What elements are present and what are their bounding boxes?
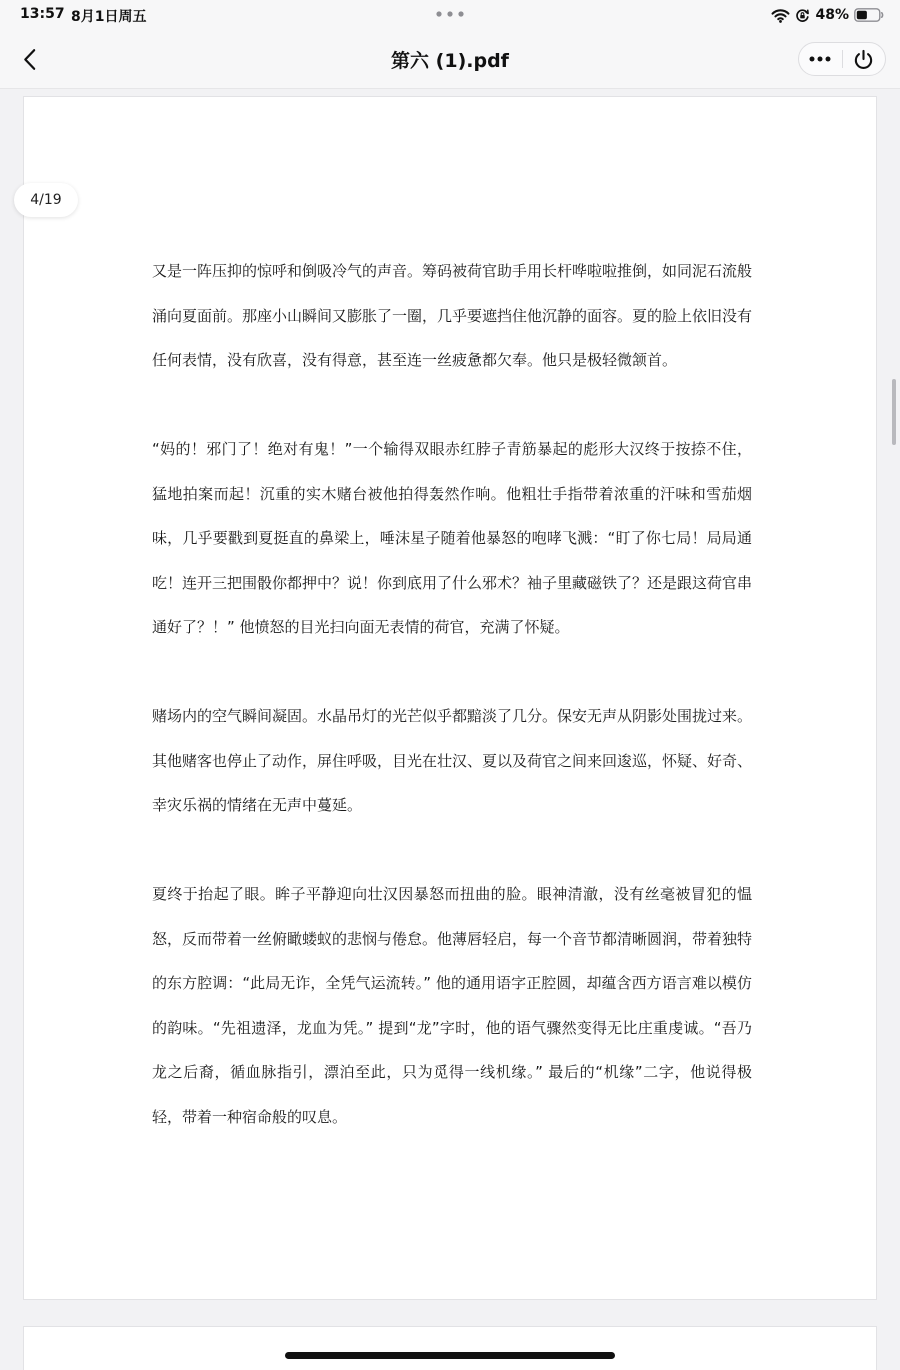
pdf-page [24,97,876,1299]
mini-program-capsule [798,42,886,76]
battery-percent: 48% [815,7,849,23]
status-bar [0,0,900,30]
rotation-lock-icon [795,8,810,23]
status-time: 13:57 [20,6,65,22]
close-button[interactable] [842,43,885,75]
pdf-viewer[interactable] [0,89,900,1370]
page-indicator: 4/19 [14,183,78,217]
paragraph-1: 又是一阵压抑的惊呼和倒吸冷气的声音。筹码被荷官助手用长杆哗啦啦推倒，如同泥石流般涌向夏面前。那座小山瞬间又膨胀了一圈，几乎要遮挡住他沉静的面容。夏的脸上依旧没有任何表情，没有欣喜，没有得意，甚至连一丝疲惫都欠奉。他只是极轻微颔首。 [152,262,753,369]
nav-bar [0,30,900,89]
wifi-icon [771,8,790,23]
power-icon [853,49,874,70]
status-date: 8月1日周五 [71,9,147,25]
home-indicator[interactable] [285,1352,615,1359]
document-title: 第六 (1).pdf [391,50,509,72]
battery-icon [854,8,884,22]
paragraph-4: 夏终于抬起了眼。眸子平静迎向壮汉因暴怒而扭曲的脸。眼神清澈，没有丝毫被冒犯的愠怒，反而带着一丝俯瞰蝼蚁的悲悯与倦怠。他薄唇轻启，每一个音节都清晰圆润，带着独特的东方腔调：“此局无诈，全凭气运流转。” 他的通用语字正腔圆，却蕴含西方语言难以模仿的韵味。“先祖遗泽，龙血为凭。” 提到“龙”字时，他的语气骤然变得无比庄重虔诚。“吾乃龙之后裔，循血脉指引，漂泊至此，只为觅得一线机缘。” 最后的“机缘”二字，他说得极轻，带着一种宿命般的叹息。 [152,885,753,1126]
page-text [152,249,752,1184]
status-indicators [771,4,884,26]
next-pdf-page [24,1327,876,1370]
paragraph-2: “妈的！邪门了！绝对有鬼！”一个输得双眼赤红脖子青筋暴起的彪形大汉终于按捺不住，猛地拍案而起！沉重的实木赌台被他拍得轰然作响。他粗壮手指带着浓重的汗味和雪茄烟味，几乎要戳到夏挺直的鼻梁上，唾沫星子随着他暴怒的咆哮飞溅：“盯了你七局！局局通吃！连开三把围骰你都押中？说！你到底用了什么邪术？袖子里藏磁铁了？还是跟这荷官串通好了？！” 他愤怒的目光扫向面无表情的荷官，充满了怀疑。 [152,440,753,636]
paragraph-3: 赌场内的空气瞬间凝固。水晶吊灯的光芒似乎都黯淡了几分。保安无声从阴影处围拢过来。其他赌客也停止了动作，屏住呼吸，目光在壮汉、夏以及荷官之间来回逡巡，怀疑、好奇、幸灾乐祸的情绪在无声中蔓延。 [152,707,753,814]
back-button[interactable] [12,42,46,76]
multitasking-dots-icon[interactable] [436,11,464,17]
scrollbar-thumb[interactable] [892,379,896,445]
more-horizontal-icon [809,56,831,62]
chevron-left-icon [23,48,36,71]
more-button[interactable] [799,43,842,75]
